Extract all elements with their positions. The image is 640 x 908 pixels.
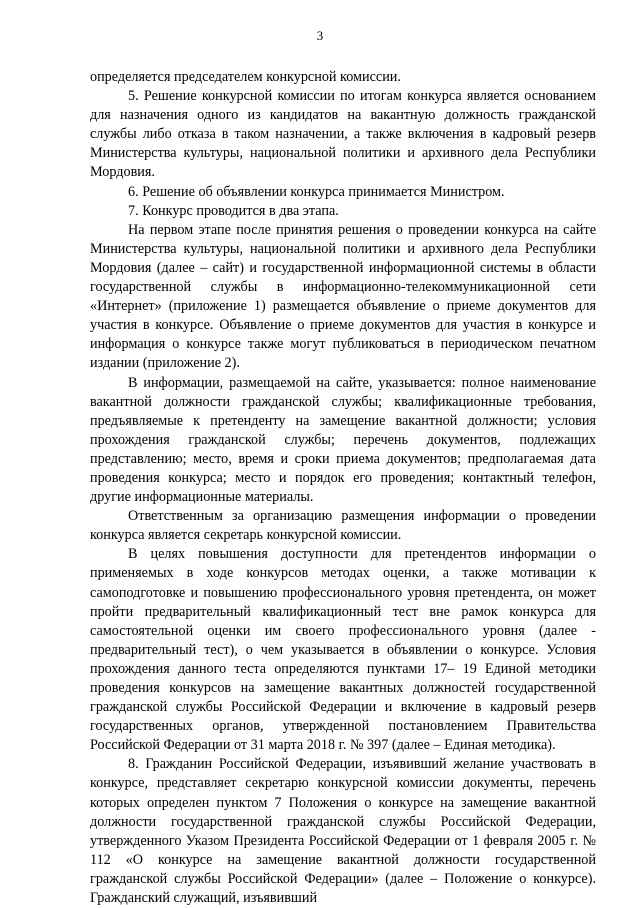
paragraph-responsible: Ответственным за организацию размещения информации о проведении конкурса является секретарь конкурсной комиссии. [90, 508, 596, 544]
paragraph-site-information: В информации, размещаемой на сайте, указывается: полное наименование вакантной должности гражданской службы; квалификационные требования, предъявляемые к претенденту на замещение вакантной должности; условия прохождения гражданской службы; перечень документов, подлежащих представлению; место, время и сроки приема документов; предполагаемая дата проведения конкурса; место и порядок его проведения; контактный телефон, другие информационные материалы. [90, 374, 596, 506]
paragraph-preliminary-test: В целях повышения доступности для претендентов информации о применяемых в ходе конкурсов методах оценки, а также мотивации к самоподготовке и повышению профессионального уровня претендента, он может пройти предварительный квалификационный тест вне рамок конкурса для самостоятельной оценки им своего профессионального уровня (далее - предварительный тест), о чем указывается в объявлении о конкурсе. Условия прохождения данного теста определяются пунктами 17– 19 Единой методики проведения конкурсов на замещение вакантных должностей государственной гражданской службы Российской Федерации и включение в кадровый резерв государственных органов, утвержденной постановлением Правительства Российской Федерации от 31 марта 2018 г. № 397 (далее – Единая методика). [90, 546, 596, 754]
document-body [90, 68, 596, 908]
paragraph-item-8: 8. Гражданин Российской Федерации, изъявивший желание участвовать в конкурсе, представляет секретарю конкурсной комиссии документы, перечень которых определен пунктом 7 Положения о конкурсе на замещение вакантной должности государственной гражданской службы Российской Федерации, утвержденного Указом Президента Российской Федерации от 1 февраля 2005 г. № 112 «О конкурсе на замещение вакантной должности государственной гражданской службы Российской Федерации» (далее – Положение о конкурсе). Гражданский служащий, изъявивший [90, 756, 596, 907]
paragraph-continuation: определяется председателем конкурсной комиссии. [90, 69, 401, 85]
paragraph-item-5: 5. Решение конкурсной комиссии по итогам конкурса является основанием для назначения одного из кандидатов на вакантную должность гражданской службы либо отказа в таком назначении, а также включения в кадровый резерв Министерства культуры, национальной политики и архивного дела Республики Мордовия. [90, 88, 596, 181]
paragraph-item-6: 6. Решение об объявлении конкурса принимается Министром. [128, 183, 505, 200]
paragraph-first-stage: На первом этапе после принятия решения о проведении конкурса на сайте Министерства культуры, национальной политики и архивного дела Республики Мордовия (далее – сайт) и государственной информационной системы в области государственной службы в информационно-телекоммуникационной сети «Интернет» (приложение 1) размещается объявление о приеме документов для участия в конкурсе. Объявление о приеме документов для участия в конкурсе и информация о конкурсе также могут публиковаться в периодическом печатном издании (приложение 2). [90, 221, 596, 372]
paragraph-item-7: 7. Конкурс проводится в два этапа. [128, 202, 339, 219]
page-number: 3 [316, 28, 324, 43]
